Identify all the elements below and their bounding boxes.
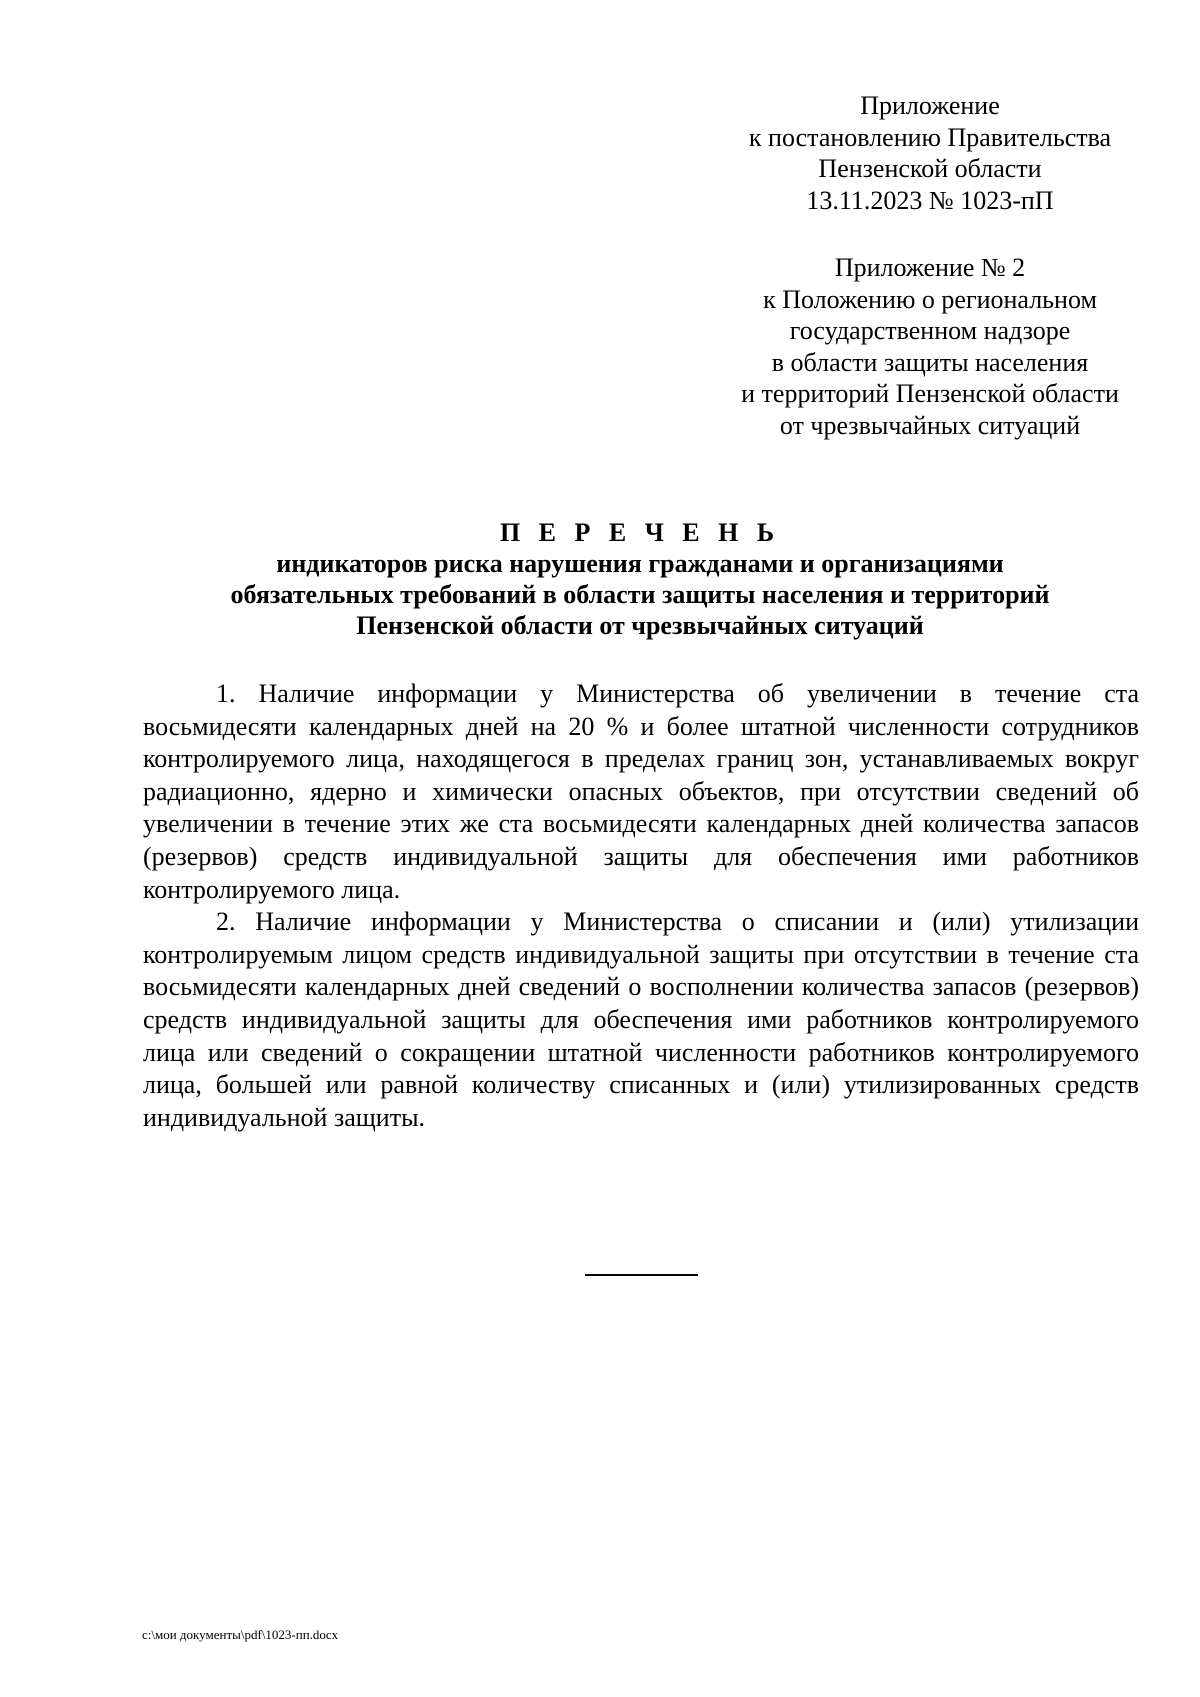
list-item: 1. Наличие информации у Министерства об увеличении в течение ста восьмидесяти календарных дней на 20 % и более штатной численности сотрудников контролируемого лица, находящегося в пределах границ зон, устанавливаемых вокруг радиационно, ядерно и химически опасных объектов, при отсутствии сведений об увеличении в течение этих же ста восьмидесяти календарных дней количества запасов (резервов) средств индивидуальной защиты для обеспечения ими работников контролируемого лица. <box>143 679 1139 904</box>
title-subtitle-line: обязательных требований в области защиты населения и территорий <box>230 580 1050 609</box>
title-subtitle-line: индикаторов риска нарушения гражданами и организациями <box>276 549 1004 578</box>
end-divider <box>585 1274 698 1276</box>
list-item: 2. Наличие информации у Министерства о списании и (или) утилизации контролируемым лицом средств индивидуальной защиты при отсутствии в течение ста восьмидесяти календарных дней сведений о восполнении количества запасов (резервов) средств индивидуальной защиты для обеспечения ими работников контролируемого лица или сведений о сокращении штатной численности работников контролируемого лица, большей или равной количеству списанных и (или) утилизированных средств индивидуальной защиты. <box>143 907 1139 1132</box>
appendix-2-line: в области защиты населения <box>771 347 1089 377</box>
appendix-2-header <box>700 252 1160 441</box>
appendix-2-line: и территорий Пензенской области <box>741 379 1119 408</box>
document-title <box>140 517 1140 641</box>
title-heading: П Е Р Е Ч Е Н Ь <box>499 518 781 547</box>
appendix-2-label: Приложение № 2 <box>834 253 1026 282</box>
title-subtitle-line: Пензенской области от чрезвычайных ситуаций <box>356 611 924 640</box>
appendix-header <box>700 90 1160 216</box>
appendix-date-number: 13.11.2023 № 1023-пП <box>806 185 1054 215</box>
appendix-region: Пензенской области <box>818 154 1042 183</box>
appendix-2-line: государственном надзоре <box>789 316 1071 345</box>
appendix-reference: к постановлению Правительства <box>748 122 1112 152</box>
appendix-2-line: от чрезвычайных ситуаций <box>779 410 1081 440</box>
appendix-2-line: к Положению о региональном <box>763 284 1097 314</box>
document-body <box>143 678 1139 1134</box>
file-path-footer: c:\мои документы\pdf\1023-пп.docx <box>142 1627 339 1642</box>
appendix-label: Приложение <box>860 91 1000 120</box>
